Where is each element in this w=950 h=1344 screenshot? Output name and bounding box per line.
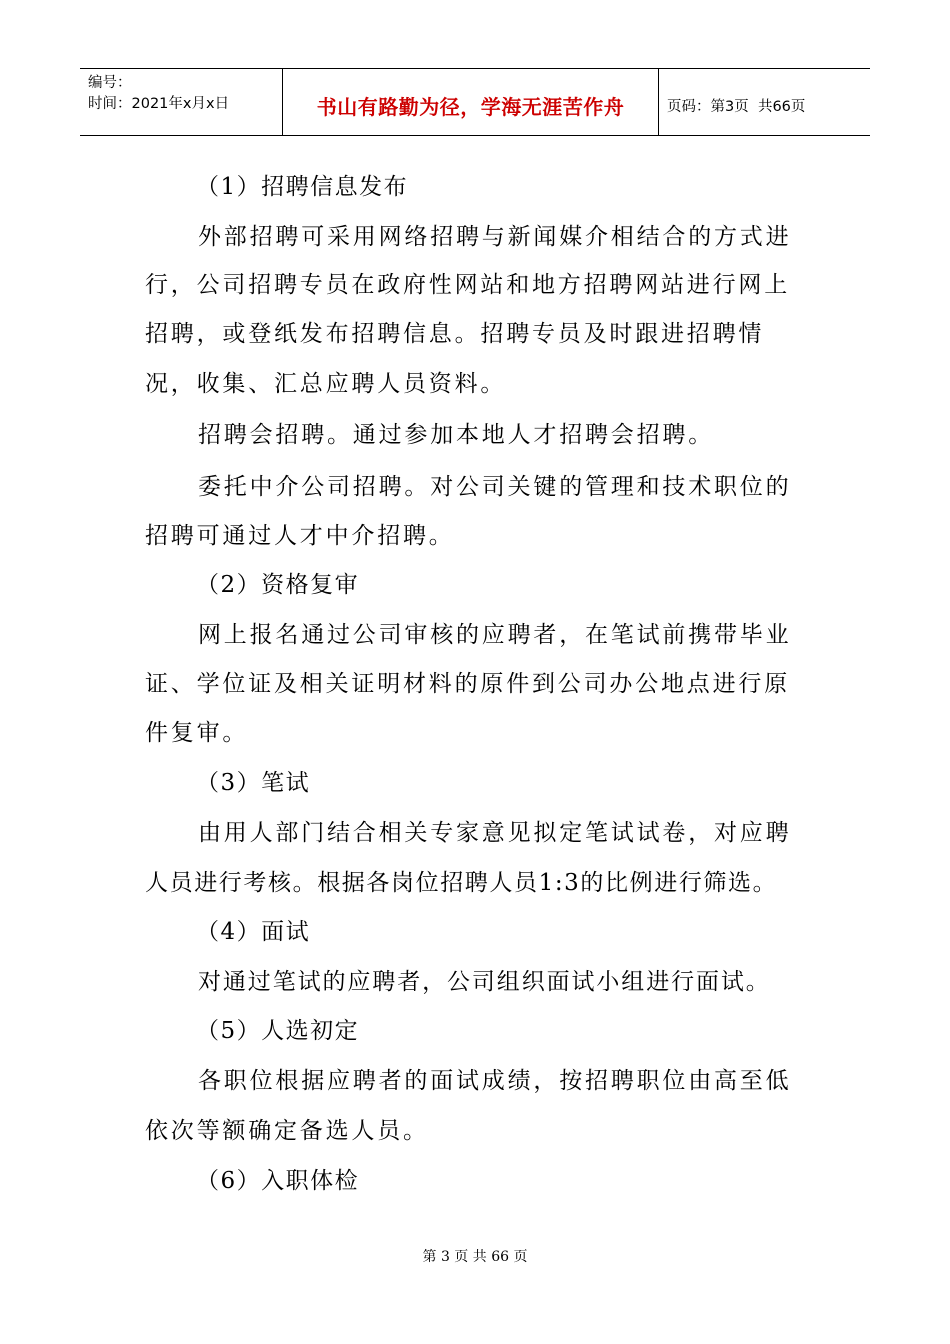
- section-heading: （6）入职体检: [196, 1168, 360, 1194]
- section-heading: （5）人选初定: [196, 1018, 360, 1044]
- page-header: [80, 68, 870, 136]
- paragraph-line: 况，收集、汇总应聘人员资料。: [145, 371, 507, 397]
- paragraph-line: 网上报名通过公司审核的应聘者，在笔试前携带毕业: [198, 622, 792, 648]
- paragraph-line: 由用人部门结合相关专家意见拟定笔试试卷，对应聘: [198, 820, 792, 846]
- paragraph-line: 件复审。: [145, 720, 249, 746]
- paragraph-line: 委托中介公司招聘。对公司关键的管理和技术职位的: [198, 474, 792, 500]
- paragraph-line: 外部招聘可采用网络招聘与新闻媒介相结合的方式进: [198, 224, 792, 250]
- paragraph-line: 招聘可通过人才中介招聘。: [145, 523, 455, 549]
- document-date: 时间：2021年x月x日: [88, 96, 230, 112]
- paragraph-line: 各职位根据应聘者的面试成绩，按招聘职位由高至低: [198, 1068, 792, 1094]
- paragraph-line: 招聘，或登纸发布招聘信息。招聘专员及时跟进招聘情: [145, 321, 765, 347]
- paragraph-line: 证、学位证及相关证明材料的原件到公司办公地点进行原: [145, 671, 790, 697]
- section-heading: （2）资格复审: [196, 572, 360, 598]
- paragraph-line: 依次等额确定备选人员。: [145, 1118, 429, 1144]
- header-page-info: 页码：第3页 共66页: [667, 98, 806, 115]
- paragraph-line: 招聘会招聘。通过参加本地人才招聘会招聘。: [198, 422, 714, 448]
- document-number-label: 编号：: [88, 75, 132, 91]
- header-motto: 书山有路勤为径，学海无涯苦作舟: [283, 69, 659, 135]
- paragraph-line: 人员进行考核。根据各岗位招聘人员1:3的比例进行筛选。: [145, 870, 778, 896]
- paragraph-line: 对通过笔试的应聘者，公司组织面试小组进行面试。: [198, 969, 771, 995]
- paragraph-line: 行，公司招聘专员在政府性网站和地方招聘网站进行网上: [145, 272, 790, 298]
- section-heading: （4）面试: [196, 919, 311, 945]
- header-meta: [80, 69, 283, 135]
- page-footer: 第 3 页 共 66 页: [422, 1249, 528, 1265]
- section-heading: （1）招聘信息发布: [196, 174, 409, 200]
- section-heading: （3）笔试: [196, 770, 311, 796]
